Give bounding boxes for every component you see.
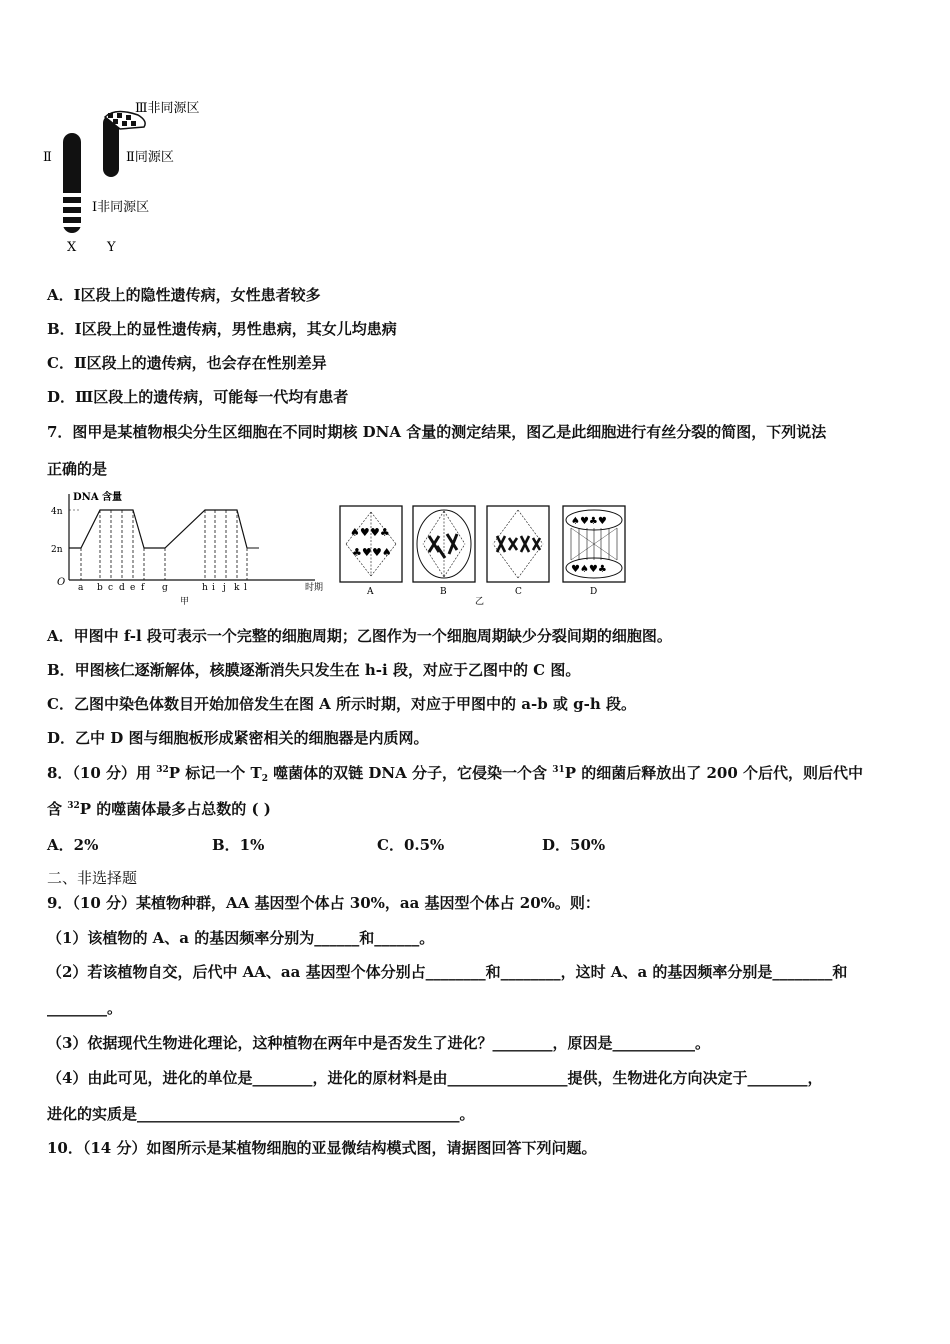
q9-part4: （4）由此可见，进化的单位是________，进化的原材料是由________________提供，生物进化方向决定于________， [47,1069,823,1087]
origin-label: O [57,577,66,588]
q8-option-c: C．0.5% [377,836,445,854]
x-tick-c: c [108,583,114,593]
section-heading: 二、非选择题 [47,869,138,887]
q6-option-a: A．Ⅰ区段上的隐性遗传病，女性患者较多 [47,286,321,304]
q8-stem-line2 [47,799,271,819]
label-iii-nonhomologous: Ⅲ非同源区 [135,101,200,116]
q7-option-a: A．甲图中 f-l 段可表示一个完整的细胞周期；乙图作为一个细胞周期缺少分裂间期的细胞图。 [47,627,672,645]
q8-option-a: A．2% [47,836,99,854]
q7-stem-line2: 正确的是 [47,460,108,478]
q8-option-d: D．50% [542,836,606,854]
cell-label-c: C [515,587,522,597]
label-x: X [67,240,77,255]
q8-sup-32b: 32 [67,801,80,811]
q8-sup-32: 32 [156,765,169,775]
cell-d-diagram [563,506,625,582]
cell-c-diagram [487,506,549,582]
x-tick-l: l [244,583,247,593]
q8-option-b: B．1% [212,836,265,854]
caption-yi: 乙 [475,597,485,607]
svg-text:♣♥: ♣♥ [352,546,372,559]
q6-option-b: B．I区段上的显性遗传病，男性患病，其女儿均患病 [47,320,397,338]
label-ii-left: Ⅱ [43,150,52,165]
y-tick-2n: 2n [51,545,63,555]
svg-text:♥♠: ♥♠ [372,546,392,559]
q9-part2-cont: ________。 [47,999,123,1017]
svg-text:♥♠♥♣: ♥♠♥♣ [571,564,607,575]
y-chromosome [103,111,145,177]
x-axis-label: 时期 [305,583,324,593]
q8-sub-2: 2 [261,774,268,784]
q9-part4-cont: 进化的实质是___________________________________________。 [47,1105,475,1123]
q6-option-d: D．Ⅲ区段上的遗传病，可能每一代均有患者 [47,388,349,406]
q8-text-1a: 8．（10 分）用 [47,764,157,782]
x-tick-h: h [202,583,208,593]
label-ii-homologous: Ⅱ同源区 [126,150,174,165]
q7-option-c: C．乙图中染色体数目开始加倍发生在图 A 所示时期，对应于甲图中的 a-b 或 g-h 段。 [47,695,636,713]
q6-option-c: C．Ⅱ区段上的遗传病，也会存在性别差异 [47,354,327,372]
cell-a-diagram [340,506,402,582]
q8-options [47,834,747,855]
dna-content-chart [51,490,323,607]
x-tick-a: a [78,583,84,593]
xy-chromosome-figure [40,95,240,260]
cell-label-a: A [367,587,374,597]
y-tick-4n: 4n [51,507,63,517]
q7-option-d: D．乙中 D 图与细胞板形成紧密相关的细胞器是内质网。 [47,729,429,747]
q10-stem: 10．（14 分）如图所示是某植物细胞的亚显微结构模式图，请据图回答下列问题。 [47,1139,597,1157]
q7-stem-line1: 7．图甲是某植物根尖分生区细胞在不同时期核 DNA 含量的测定结果，图乙是此细胞进行有丝分裂的简图，下列说法 [47,423,827,441]
q9-stem: 9．（10 分）某植物种群，AA 基因型个体占 30%，aa 基因型个体占 20%。则： [47,894,600,912]
x-chromosome [63,133,81,233]
cell-label-b: B [440,587,447,597]
label-i-nonhomologous: Ⅰ非同源区 [92,200,150,215]
x-tick-d: d [119,583,125,593]
xy-chromosome-drawing [40,95,240,260]
q8-text-2b: P 的噬菌体最多占总数的 ( ) [79,800,271,818]
x-tick-g: g [162,583,168,593]
q9-part3: （3）依据现代生物进化理论，这种植物在两年中是否发生了进化？________，原因是___________。 [47,1034,710,1052]
dna-figure-drawing [45,488,645,608]
y-axis-label: DNA 含量 [73,492,123,503]
cell-label-d: D [590,587,598,597]
q8-text-2a: 含 [47,800,68,818]
x-tick-e: e [130,583,136,593]
x-tick-i: i [212,583,215,593]
q8-stem-line1 [47,763,863,783]
q8-text-1d: P 的细菌后释放出了 200 个后代，则后代中 [564,764,863,782]
q8-sup-31: 31 [552,765,565,775]
q8-text-1c: 噬菌体的双链 DNA 分子，它侵染一个含 [267,764,553,782]
x-tick-k: k [234,583,240,593]
caption-jia: 甲 [180,597,190,607]
svg-text:♥♣: ♥♣ [370,526,390,539]
q7-option-b: B．甲图核仁逐渐解体，核膜逐渐消失只发生在 h-i 段，对应于乙图中的 C 图。 [47,661,581,679]
x-tick-f: f [141,583,145,593]
dna-cell-cycle-figure [45,488,645,608]
dna-series-line [69,510,247,548]
x-tick-b: b [97,583,103,593]
x-tick-j: j [223,583,226,593]
svg-text:♠♥♣♥: ♠♥♣♥ [571,516,607,527]
q8-text-1b: P 标记一个 T [168,764,262,782]
q9-part1: （1）该植物的 A、a 的基因频率分别为______和______。 [47,929,435,947]
cell-b-diagram [413,506,475,582]
label-y: Y [107,240,116,255]
svg-text:♠♥: ♠♥ [350,526,370,539]
q9-part2: （2）若该植物自交，后代中 AA、aa 基因型个体分别占________和________，这时 A、a 的基因频率分别是________和 [47,963,848,981]
